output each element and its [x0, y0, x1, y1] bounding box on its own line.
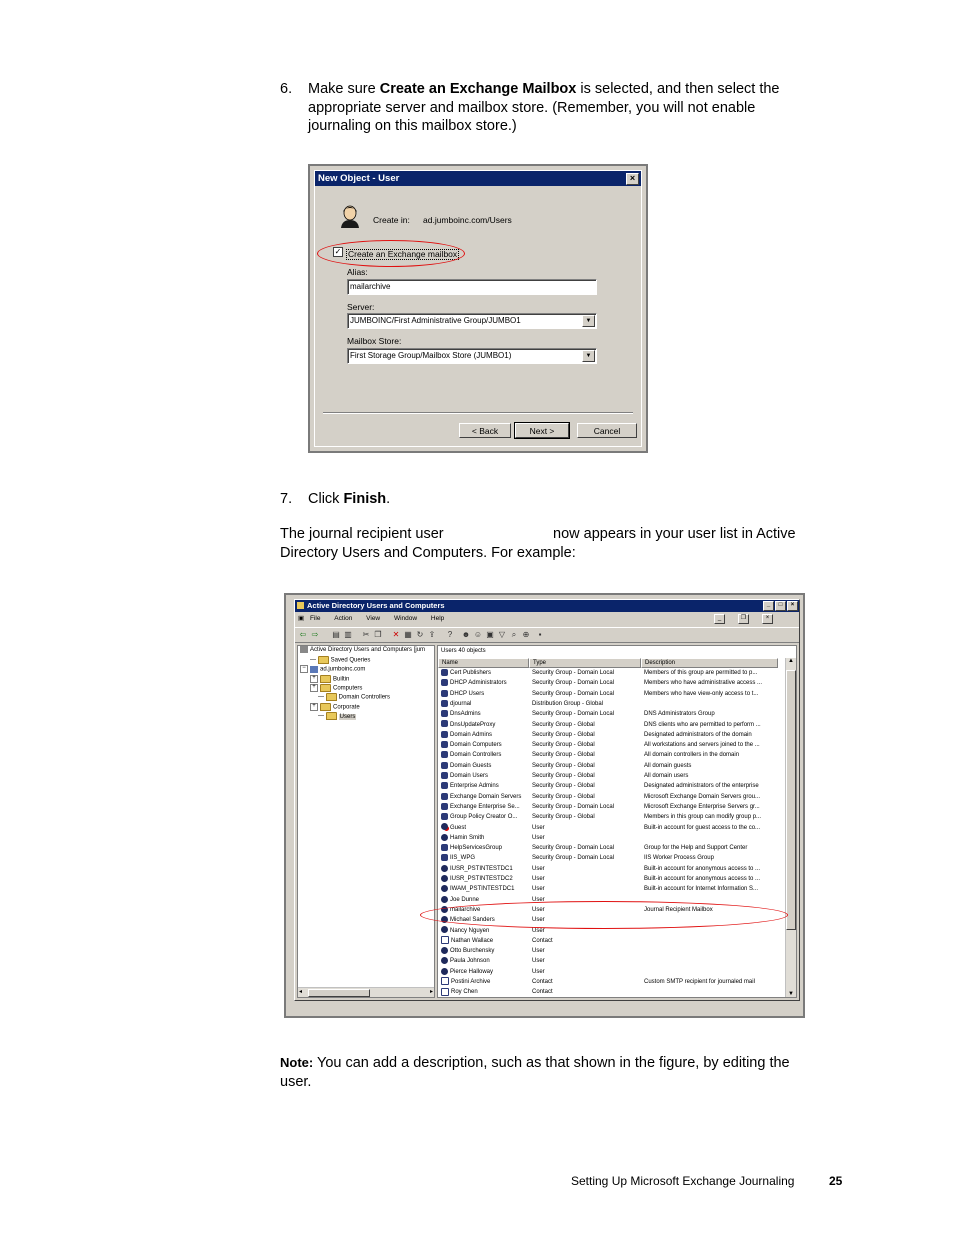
- row-name: HelpServicesGroup: [450, 845, 503, 852]
- row-type: Security Group - Global: [532, 773, 595, 779]
- group-icon: [441, 679, 448, 686]
- row-name-cell: [441, 709, 529, 719]
- highlight-ellipse: [317, 240, 465, 267]
- user-icon: [441, 875, 448, 882]
- row-type: User: [532, 917, 545, 924]
- tree-item-domain[interactable]: − ad.jumboinc.com: [300, 665, 365, 675]
- row-name: Domain Guests: [450, 762, 492, 769]
- row-name-cell: [441, 802, 529, 812]
- refresh-icon[interactable]: ↻: [416, 630, 424, 639]
- row-name: IWAM_PSTINTESTDC1: [450, 886, 515, 893]
- back-arrow-icon[interactable]: ⇦: [299, 630, 307, 639]
- tree-root[interactable]: Active Directory Users and Computers [jum: [300, 646, 425, 655]
- row-type: User: [532, 834, 545, 841]
- create-mailbox-checkbox[interactable]: ✓: [334, 247, 342, 256]
- row-name: Hamin Smith: [450, 834, 485, 841]
- contact-icon: [441, 936, 449, 944]
- page-number: 25: [829, 1174, 843, 1188]
- expand-icon[interactable]: +: [310, 675, 318, 683]
- group-icon: [441, 751, 448, 758]
- row-description: Designated administrators of the domain: [644, 731, 752, 738]
- dialog-title: New Object - User: [318, 173, 400, 184]
- folder-icon: [320, 675, 331, 683]
- tree-item-computers[interactable]: + Computers: [310, 684, 362, 694]
- row-name-cell: [441, 987, 529, 997]
- aduc-window: [294, 599, 800, 1001]
- row-description: Built-in account for anonymous access to ...: [644, 865, 761, 872]
- row-type: Security Group - Domain Local: [532, 803, 615, 810]
- export-icon[interactable]: ⇪: [428, 630, 436, 639]
- new-user-icon[interactable]: ☻: [461, 630, 471, 639]
- close-icon[interactable]: ×: [626, 173, 639, 185]
- row-name-cell: [441, 750, 529, 760]
- row-description: Members who have view-only access to t...: [644, 690, 759, 697]
- tree-item-builtin[interactable]: + Builtin: [310, 675, 349, 685]
- console-tree[interactable]: [297, 645, 435, 998]
- row-type: Security Group - Global: [532, 783, 595, 790]
- create-mailbox-label[interactable]: Create an Exchange mailbox: [348, 249, 458, 259]
- row-description: DNS clients who are permitted to perform ...: [644, 721, 761, 728]
- table-row[interactable]: [438, 730, 784, 740]
- column-header-type[interactable]: Type: [529, 658, 641, 668]
- paragraph-text: The journal recipient user: [280, 526, 444, 542]
- row-type: User: [532, 958, 545, 965]
- mailbox-store-select[interactable]: [347, 348, 597, 364]
- row-name-cell: [441, 699, 529, 709]
- close-icon[interactable]: ×: [762, 614, 773, 624]
- row-name: Domain Controllers: [450, 752, 502, 759]
- row-name-cell: [441, 689, 529, 699]
- extra-tool-icon[interactable]: ▪: [538, 630, 542, 639]
- group-icon: [441, 782, 448, 789]
- row-description: All domain users: [644, 773, 689, 779]
- table-row[interactable]: [438, 987, 784, 997]
- paragraph-text: Directory Users and Computers. For example:: [280, 544, 576, 561]
- group-icon: [441, 854, 448, 861]
- row-name: Domain Users: [450, 773, 489, 779]
- table-row[interactable]: [438, 668, 784, 678]
- result-paragraph: [280, 525, 840, 562]
- row-type: User: [532, 968, 545, 975]
- help-icon[interactable]: ?: [447, 630, 453, 639]
- row-description: IIS Worker Process Group: [644, 855, 714, 862]
- table-row[interactable]: [438, 771, 784, 781]
- table-row[interactable]: [438, 678, 784, 688]
- collapse-icon[interactable]: −: [300, 665, 308, 673]
- row-name: Michael Sanders: [450, 917, 495, 924]
- close-icon[interactable]: ×: [787, 601, 798, 611]
- menu-view[interactable]: View: [366, 615, 381, 622]
- tree-item-users[interactable]: — Users: [318, 713, 356, 720]
- row-type: Security Group - Global: [532, 752, 595, 759]
- create-in-label: Create in:: [373, 215, 410, 225]
- server-select[interactable]: [347, 313, 597, 329]
- row-type: Security Group - Global: [532, 731, 595, 738]
- properties-icon[interactable]: ▦: [404, 630, 412, 639]
- find-icon[interactable]: ⌕: [511, 630, 517, 639]
- row-name: Domain Computers: [450, 742, 502, 749]
- step-text: .: [386, 491, 391, 507]
- row-type: Security Group - Global: [532, 762, 595, 769]
- delete-icon[interactable]: ✕: [392, 630, 400, 639]
- user-icon: [441, 968, 448, 975]
- step-text: journaling on this mailbox store.): [308, 118, 517, 134]
- row-name: IIS_WPG: [450, 855, 476, 862]
- new-object-user-dialog-figure: [308, 164, 648, 453]
- paragraph-text: now appears in your user list in Active: [553, 526, 796, 542]
- contact-icon: [441, 977, 449, 985]
- table-row[interactable]: [438, 884, 784, 894]
- row-description: All domain controllers in the domain: [644, 752, 740, 759]
- user-icon: [441, 865, 448, 872]
- table-row[interactable]: [438, 761, 784, 771]
- row-type: Security Group - Domain Local: [532, 690, 615, 697]
- table-row[interactable]: [438, 792, 784, 802]
- row-name-cell: [441, 668, 529, 678]
- row-type: Security Group - Global: [532, 742, 595, 749]
- row-name: Pierce Halloway: [450, 968, 494, 975]
- server-label: Server:: [347, 302, 375, 312]
- row-description: DNS Administrators Group: [644, 711, 715, 718]
- table-row[interactable]: [438, 802, 784, 812]
- table-row[interactable]: [438, 977, 784, 987]
- row-name: Domain Admins: [450, 731, 493, 738]
- row-type: Security Group - Domain Local: [532, 855, 615, 862]
- group-icon: [441, 793, 448, 800]
- tree-horizontal-scrollbar[interactable]: ◂ ▸: [299, 989, 433, 995]
- list-pane-header: Users 40 objects: [441, 648, 486, 654]
- group-icon: [441, 731, 448, 738]
- menu-help[interactable]: Help: [430, 615, 445, 622]
- details-list-pane[interactable]: [437, 645, 797, 998]
- table-row[interactable]: [438, 956, 784, 966]
- show-tree-icon[interactable]: ▥: [344, 630, 352, 639]
- cut-icon[interactable]: ✂: [362, 630, 370, 639]
- row-description: Custom SMTP recipient for journaled mail: [644, 979, 755, 985]
- dialog-separator: [323, 412, 633, 414]
- row-type: Security Group - Global: [532, 721, 595, 728]
- table-row[interactable]: [438, 936, 784, 946]
- row-type: User: [532, 886, 545, 893]
- expand-icon[interactable]: +: [310, 703, 318, 711]
- step-text: Click: [308, 491, 344, 507]
- user-icon: [441, 957, 448, 964]
- row-name-cell: [441, 967, 529, 977]
- row-name-cell: [441, 740, 529, 750]
- toolbar: [295, 627, 799, 643]
- row-name-cell: [441, 720, 529, 730]
- row-description: Members who have administrative access ...: [644, 680, 763, 687]
- server-select-value: JUMBOINC/First Administrative Group/JUMBO1: [350, 316, 521, 325]
- user-icon: [339, 205, 361, 229]
- row-type: Security Group - Domain Local: [532, 680, 615, 687]
- row-type: Security Group - Global: [532, 814, 595, 821]
- row-type: Security Group - Domain Local: [532, 670, 615, 676]
- row-description: Microsoft Exchange Domain Servers grou...: [644, 793, 761, 800]
- row-name: Enterprise Admins: [450, 783, 499, 790]
- note-text: You can add a description, such as that shown in the figure, by editing the: [313, 1055, 790, 1071]
- row-name-cell: [441, 781, 529, 791]
- step-text: is selected, and then select the: [576, 81, 780, 97]
- row-name: Roy Chen: [451, 989, 478, 996]
- user-icon: [441, 896, 448, 903]
- group-icon: [441, 772, 448, 779]
- group-icon: [441, 669, 448, 676]
- scroll-thumb[interactable]: [786, 670, 796, 930]
- row-name: Paula Johnson: [450, 958, 490, 965]
- folder-icon: [326, 693, 337, 701]
- step-bold-term: Create an Exchange Mailbox: [379, 81, 577, 97]
- restore-icon[interactable]: ❐: [738, 614, 749, 624]
- step-bold-term: Finish: [343, 491, 387, 507]
- chevron-down-icon[interactable]: ▼: [582, 350, 595, 362]
- up-folder-icon[interactable]: ▤: [332, 630, 340, 639]
- folder-icon: [326, 712, 337, 720]
- aduc-window-figure: [284, 593, 805, 1018]
- list-rows: [438, 668, 796, 997]
- row-name-cell: [441, 874, 529, 884]
- row-type: Distribution Group - Global: [532, 700, 604, 707]
- mailbox-store-select-value: First Storage Group/Mailbox Store (JUMBO1): [350, 351, 512, 360]
- row-name: Group Policy Creator O...: [450, 814, 518, 821]
- row-name: Cert Publishers: [450, 670, 492, 676]
- footer-section-title: Setting Up Microsoft Exchange Journaling: [571, 1174, 795, 1188]
- row-description: All domain guests: [644, 762, 692, 769]
- menu-window[interactable]: Window: [393, 615, 418, 622]
- alias-label: Alias:: [347, 267, 368, 277]
- menu-bar: [295, 613, 799, 625]
- row-name: Nathan Wallace: [451, 937, 494, 944]
- highlight-ellipse: [420, 901, 788, 929]
- row-name: djournal: [450, 700, 472, 707]
- row-type: User: [532, 948, 545, 955]
- table-row[interactable]: [438, 812, 784, 822]
- row-type: User: [532, 865, 545, 872]
- user-icon: [441, 834, 448, 841]
- table-row[interactable]: [438, 709, 784, 719]
- create-in-value: ad.jumboinc.com/Users: [423, 215, 512, 225]
- tree-item-domain-controllers[interactable]: — Domain Controllers: [318, 694, 391, 701]
- table-row[interactable]: [438, 864, 784, 874]
- row-name: DHCP Users: [450, 690, 485, 697]
- window-buttons: [762, 601, 798, 613]
- dialog-titlebar: [315, 171, 641, 186]
- row-name: IUSR_PSTINTESTDC2: [450, 876, 513, 882]
- table-row[interactable]: [438, 853, 784, 863]
- row-description: Built-in account for anonymous access to ...: [644, 876, 761, 882]
- group-icon: [441, 813, 448, 820]
- new-ou-icon[interactable]: ▣: [486, 630, 494, 639]
- row-type: User: [532, 906, 545, 913]
- add-to-group-icon[interactable]: ⊕: [522, 630, 530, 639]
- user-icon: [441, 926, 448, 933]
- user-icon: [441, 885, 448, 892]
- row-description: Journal Recipient Mailbox: [644, 906, 713, 913]
- row-name-cell: [441, 843, 529, 853]
- folder-icon: [320, 703, 331, 711]
- row-name: Postini Archive: [451, 979, 491, 985]
- aduc-app-icon: [297, 602, 304, 609]
- row-description: Members of this group are permitted to p...: [644, 670, 758, 676]
- aduc-titlebar: [295, 600, 799, 612]
- note-label: Note:: [280, 1055, 314, 1070]
- tree-item-saved-queries[interactable]: — Saved Queries: [310, 657, 371, 664]
- table-row[interactable]: [438, 967, 784, 977]
- row-name: Guest: [450, 824, 467, 831]
- row-name-cell: [441, 936, 529, 946]
- group-icon: [441, 762, 448, 769]
- note-text: user.: [280, 1073, 312, 1090]
- group-icon: [441, 710, 448, 717]
- row-type: User: [532, 824, 545, 831]
- column-header-name[interactable]: Name: [438, 658, 529, 668]
- row-name-cell: [441, 730, 529, 740]
- row-type: Contact: [532, 937, 553, 944]
- menu-action[interactable]: Action: [334, 615, 353, 622]
- row-name: DnsUpdateProxy: [450, 721, 496, 728]
- row-name: Joe Dunne: [450, 896, 480, 903]
- chevron-down-icon[interactable]: ▼: [582, 315, 595, 327]
- group-icon: [441, 690, 448, 697]
- minimize-icon[interactable]: _: [714, 614, 725, 624]
- next-button[interactable]: Next >: [515, 423, 569, 438]
- column-header-description[interactable]: Description: [641, 658, 778, 668]
- row-description: Built-in account for Internet Information S...: [644, 886, 759, 893]
- row-type: Contact: [532, 989, 553, 996]
- row-name: IUSR_PSTINTESTDC1: [450, 865, 513, 872]
- group-icon: [441, 741, 448, 748]
- dialog-window: [314, 170, 642, 447]
- table-row[interactable]: [438, 750, 784, 760]
- group-icon: [441, 844, 448, 851]
- table-row[interactable]: [438, 720, 784, 730]
- menu-file[interactable]: File: [309, 615, 321, 622]
- row-name: DHCP Administrators: [450, 680, 507, 687]
- contact-icon: [441, 988, 449, 996]
- step-text: Make sure: [308, 81, 380, 97]
- table-row[interactable]: [438, 689, 784, 699]
- domain-icon: [310, 666, 318, 673]
- row-name: Exchange Enterprise Se...: [450, 803, 520, 810]
- table-row[interactable]: [438, 874, 784, 884]
- row-name-cell: [441, 823, 529, 833]
- table-row[interactable]: [438, 781, 784, 791]
- group-icon: [441, 700, 448, 707]
- row-type: Security Group - Global: [532, 793, 595, 800]
- expand-icon[interactable]: +: [310, 684, 318, 692]
- row-type: Contact: [532, 979, 553, 985]
- row-description: Group for the Help and Support Center: [644, 845, 748, 852]
- row-name-cell: [441, 771, 529, 781]
- tree-item-corporate[interactable]: + Corporate: [310, 703, 360, 713]
- folder-icon: [318, 656, 329, 664]
- row-name-cell: [441, 884, 529, 894]
- row-type: User: [532, 896, 545, 903]
- step-text: appropriate server and mailbox store. (Remember, you will not enable: [308, 99, 756, 116]
- page-footer: [571, 1174, 843, 1188]
- vertical-scrollbar[interactable]: ▲ ▼: [785, 658, 796, 997]
- new-group-icon[interactable]: ☺: [473, 630, 483, 639]
- group-icon: [441, 720, 448, 727]
- row-name-cell: [441, 864, 529, 874]
- row-name-cell: [441, 946, 529, 956]
- row-description: Microsoft Exchange Enterprise Servers gr...: [644, 803, 760, 810]
- group-icon: [441, 803, 448, 810]
- row-name: Nancy Nguyen: [450, 927, 490, 934]
- row-description: Built-in account for guest access to the co...: [644, 824, 761, 831]
- row-name: DnsAdmins: [450, 711, 481, 718]
- row-name-cell: [441, 853, 529, 863]
- cancel-button[interactable]: Cancel: [577, 423, 637, 438]
- row-name: mailarchive: [450, 906, 481, 913]
- table-row[interactable]: [438, 843, 784, 853]
- user-icon: [441, 823, 448, 830]
- back-button[interactable]: < Back: [459, 423, 511, 438]
- row-type: User: [532, 876, 545, 882]
- row-name-cell: [441, 761, 529, 771]
- row-name-cell: [441, 678, 529, 688]
- row-description: Members in this group can modify group p...: [644, 814, 762, 821]
- minimize-icon[interactable]: _: [763, 601, 774, 611]
- filter-icon[interactable]: ▽: [498, 630, 506, 639]
- row-name-cell: [441, 812, 529, 822]
- row-name-cell: [441, 792, 529, 802]
- row-type: User: [532, 927, 545, 934]
- alias-input[interactable]: mailarchive: [347, 279, 597, 295]
- row-name-cell: [441, 977, 529, 987]
- aduc-title: Active Directory Users and Computers: [307, 601, 445, 610]
- row-name-cell: [441, 833, 529, 843]
- table-row[interactable]: [438, 823, 784, 833]
- row-description: Designated administrators of the enterprise: [644, 783, 759, 790]
- aduc-snapin-icon: [300, 646, 308, 653]
- folder-icon: [320, 684, 331, 692]
- note-paragraph: [280, 1054, 850, 1091]
- table-row[interactable]: [438, 833, 784, 843]
- table-row[interactable]: [438, 699, 784, 709]
- step-number: 7.: [280, 491, 293, 507]
- maximize-icon[interactable]: □: [775, 601, 786, 611]
- forward-arrow-icon[interactable]: ⇨: [311, 630, 319, 639]
- row-description: All workstations and servers joined to the ...: [644, 742, 760, 749]
- copy-icon[interactable]: ❐: [374, 630, 382, 639]
- table-row[interactable]: [438, 946, 784, 956]
- row-type: Security Group - Domain Local: [532, 845, 615, 852]
- mailbox-store-label: Mailbox Store:: [347, 336, 402, 346]
- row-name: Exchange Domain Servers: [450, 793, 522, 800]
- table-row[interactable]: [438, 740, 784, 750]
- step-number: 6.: [280, 81, 293, 97]
- user-icon: [441, 947, 448, 954]
- row-name-cell: [441, 956, 529, 966]
- row-name: Otto Burchensky: [450, 948, 495, 955]
- row-type: Security Group - Domain Local: [532, 711, 615, 718]
- console-icon: ▣: [298, 615, 305, 622]
